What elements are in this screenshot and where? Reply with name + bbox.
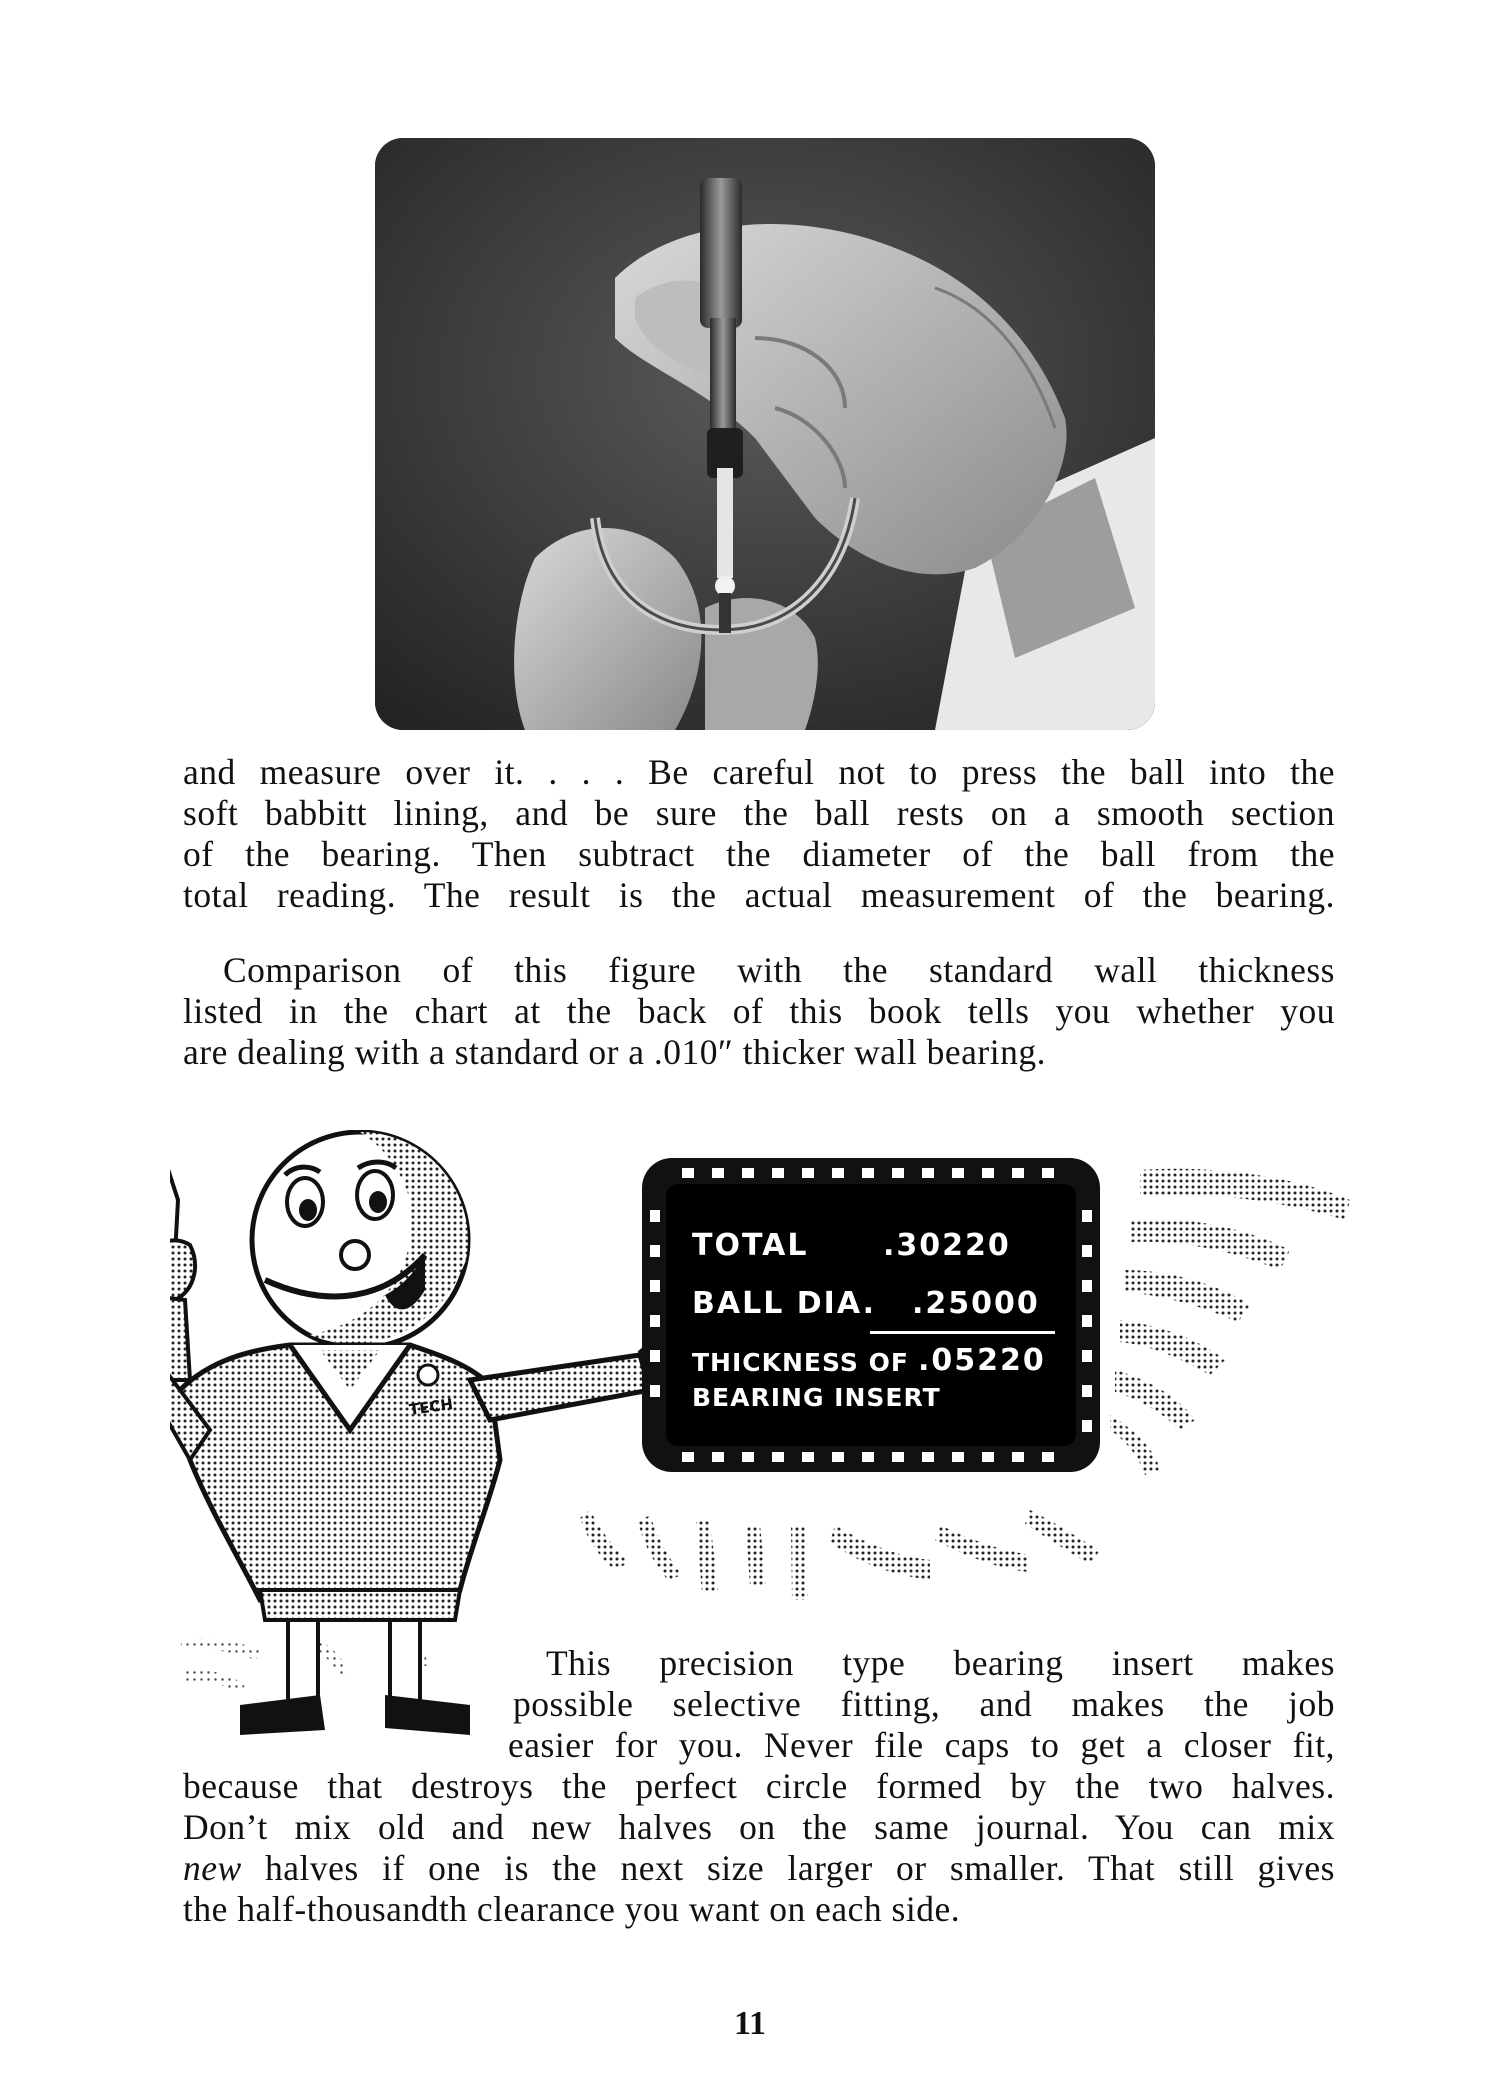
text-line: and measure over it. . . . Be careful not to press the ball into the xyxy=(183,752,1335,792)
board-thickness-label: THICKNESS OF xyxy=(692,1348,909,1377)
board-ball-value: .25000 xyxy=(912,1286,1040,1321)
text-line: total reading. The result is the actual measurement of the bearing. xyxy=(183,875,1335,915)
text-fragment: halves if one is the next size larger or smaller. That still gives xyxy=(241,1848,1335,1888)
board-thickness-value: .05220 xyxy=(918,1343,1046,1378)
text-line: possible selective fitting, and makes the job xyxy=(513,1684,1335,1724)
page-number: 11 xyxy=(733,2005,767,2042)
text-line: This precision type bearing insert makes xyxy=(546,1643,1335,1683)
emphasis-new: new xyxy=(183,1848,242,1888)
board-subtraction-rule xyxy=(870,1331,1055,1334)
board-total-value: .30220 xyxy=(883,1228,1011,1263)
paragraph-comparison xyxy=(183,950,1335,1073)
text-line: the half-thousandth clearance you want on each side. xyxy=(183,1889,961,1929)
mascot-badge: TECH xyxy=(408,1395,455,1419)
text-line: of the bearing. Then subtract the diameter of the ball from the xyxy=(183,834,1335,874)
hands-measuring-bearing-photo-icon xyxy=(375,138,1155,730)
paragraph-precision-insert xyxy=(183,1643,1335,1930)
text-line: Don’t mix old and new halves on the same journal. You can mix xyxy=(183,1807,1335,1847)
text-line: listed in the chart at the back of this book tells you whether you xyxy=(183,991,1335,1031)
text-line: because that destroys the perfect circle formed by the two halves. xyxy=(183,1766,1335,1806)
text-line: are dealing with a standard or a .010″ thicker wall bearing. xyxy=(183,1032,1046,1072)
paragraph-measure-instructions xyxy=(183,752,1335,916)
board-total-label: TOTAL xyxy=(692,1228,809,1263)
text-line xyxy=(183,1848,1335,1889)
text-line: Comparison of this figure with the standard wall thickness xyxy=(223,950,1335,990)
bearing-measurement-photo xyxy=(375,138,1155,730)
text-line: easier for you. Never file caps to get a closer fit, xyxy=(508,1725,1335,1765)
text-line: soft babbitt lining, and be sure the ball rests on a smooth section xyxy=(183,793,1335,833)
board-ball-label: BALL DIA. xyxy=(692,1286,876,1321)
board-bearing-label: BEARING INSERT xyxy=(692,1383,941,1412)
